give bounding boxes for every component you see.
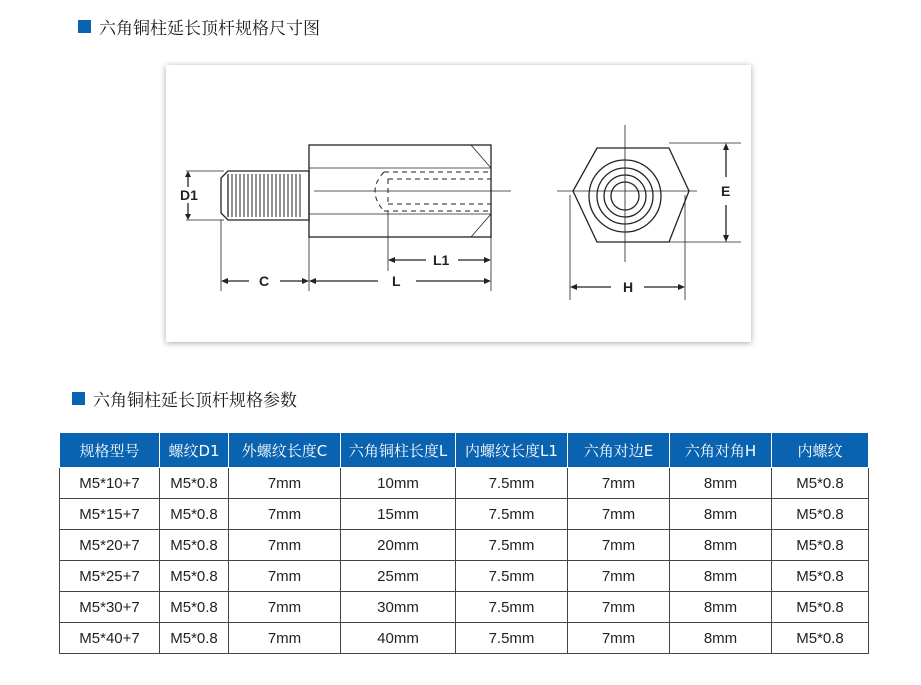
table-row xyxy=(60,499,869,530)
header-cell: 六角对角H xyxy=(670,433,772,468)
table-cell: M5*0.8 xyxy=(772,530,869,561)
table-cell: M5*10+7 xyxy=(60,468,160,499)
table-cell: 7mm xyxy=(568,499,670,530)
header-cell: 内螺纹长度L1 xyxy=(456,433,568,468)
table-cell: M5*15+7 xyxy=(60,499,160,530)
table-cell: 7mm xyxy=(229,530,341,561)
table-cell: M5*25+7 xyxy=(60,561,160,592)
table-cell: M5*30+7 xyxy=(60,592,160,623)
table-cell: M5*0.8 xyxy=(160,530,229,561)
table-cell: 15mm xyxy=(341,499,456,530)
label-d1: D1 xyxy=(180,187,198,203)
table-cell: M5*0.8 xyxy=(160,592,229,623)
table-cell: 8mm xyxy=(670,561,772,592)
table-cell: M5*0.8 xyxy=(160,623,229,654)
table-row xyxy=(60,592,869,623)
label-c: C xyxy=(259,273,270,289)
table-cell: M5*0.8 xyxy=(772,592,869,623)
table-cell: 25mm xyxy=(341,561,456,592)
table-cell: 8mm xyxy=(670,592,772,623)
table-cell: M5*0.8 xyxy=(160,468,229,499)
table-row xyxy=(60,561,869,592)
table-cell: M5*0.8 xyxy=(160,561,229,592)
table-cell: M5*20+7 xyxy=(60,530,160,561)
table-cell: 10mm xyxy=(341,468,456,499)
header-cell: 六角对边E xyxy=(568,433,670,468)
section-title: 六角铜柱延长顶杆规格尺寸图 xyxy=(99,19,320,39)
table-cell: 7mm xyxy=(568,592,670,623)
label-l1: L1 xyxy=(433,252,450,268)
dimension-drawing xyxy=(166,65,751,342)
table-cell: 7mm xyxy=(229,468,341,499)
table-cell: M5*0.8 xyxy=(772,623,869,654)
section-title: 六角铜柱延长顶杆规格参数 xyxy=(93,391,297,411)
table-cell: 7.5mm xyxy=(456,499,568,530)
table-cell: 7mm xyxy=(229,561,341,592)
table-cell: 8mm xyxy=(670,530,772,561)
square-bullet-icon xyxy=(72,392,85,405)
header-cell: 规格型号 xyxy=(60,433,160,468)
header-cell: 外螺纹长度C xyxy=(229,433,341,468)
header-cell: 六角铜柱长度L xyxy=(341,433,456,468)
table-cell: M5*0.8 xyxy=(772,468,869,499)
header-cell: 螺纹D1 xyxy=(160,433,229,468)
table-row xyxy=(60,468,869,499)
table-row xyxy=(60,623,869,654)
table-cell: M5*0.8 xyxy=(772,499,869,530)
table-cell: 7.5mm xyxy=(456,468,568,499)
section-heading-dimension-diagram xyxy=(78,14,320,39)
header-cell: 内螺纹 xyxy=(772,433,869,468)
table-cell: 8mm xyxy=(670,623,772,654)
table-cell: M5*0.8 xyxy=(772,561,869,592)
table-cell: 8mm xyxy=(670,499,772,530)
table-cell: 20mm xyxy=(341,530,456,561)
table-cell: 7.5mm xyxy=(456,530,568,561)
table-cell: 7mm xyxy=(568,623,670,654)
label-l: L xyxy=(392,273,401,289)
table-cell: 8mm xyxy=(670,468,772,499)
table-cell: 7mm xyxy=(568,530,670,561)
table-cell: 30mm xyxy=(341,592,456,623)
table-cell: 7.5mm xyxy=(456,623,568,654)
square-bullet-icon xyxy=(78,20,91,33)
table-cell: 40mm xyxy=(341,623,456,654)
spec-table xyxy=(59,432,869,654)
table-cell: 7mm xyxy=(568,561,670,592)
table-cell: M5*40+7 xyxy=(60,623,160,654)
table-row xyxy=(60,530,869,561)
table-cell: 7mm xyxy=(229,499,341,530)
table-cell: M5*0.8 xyxy=(160,499,229,530)
table-cell: 7.5mm xyxy=(456,561,568,592)
table-header-row xyxy=(60,433,869,468)
table-cell: 7mm xyxy=(568,468,670,499)
table-cell: 7mm xyxy=(229,592,341,623)
label-h: H xyxy=(623,279,634,295)
table-cell: 7mm xyxy=(229,623,341,654)
table-cell: 7.5mm xyxy=(456,592,568,623)
label-e: E xyxy=(721,183,731,199)
section-heading-spec-params xyxy=(72,386,297,411)
dimension-diagram xyxy=(166,65,751,342)
